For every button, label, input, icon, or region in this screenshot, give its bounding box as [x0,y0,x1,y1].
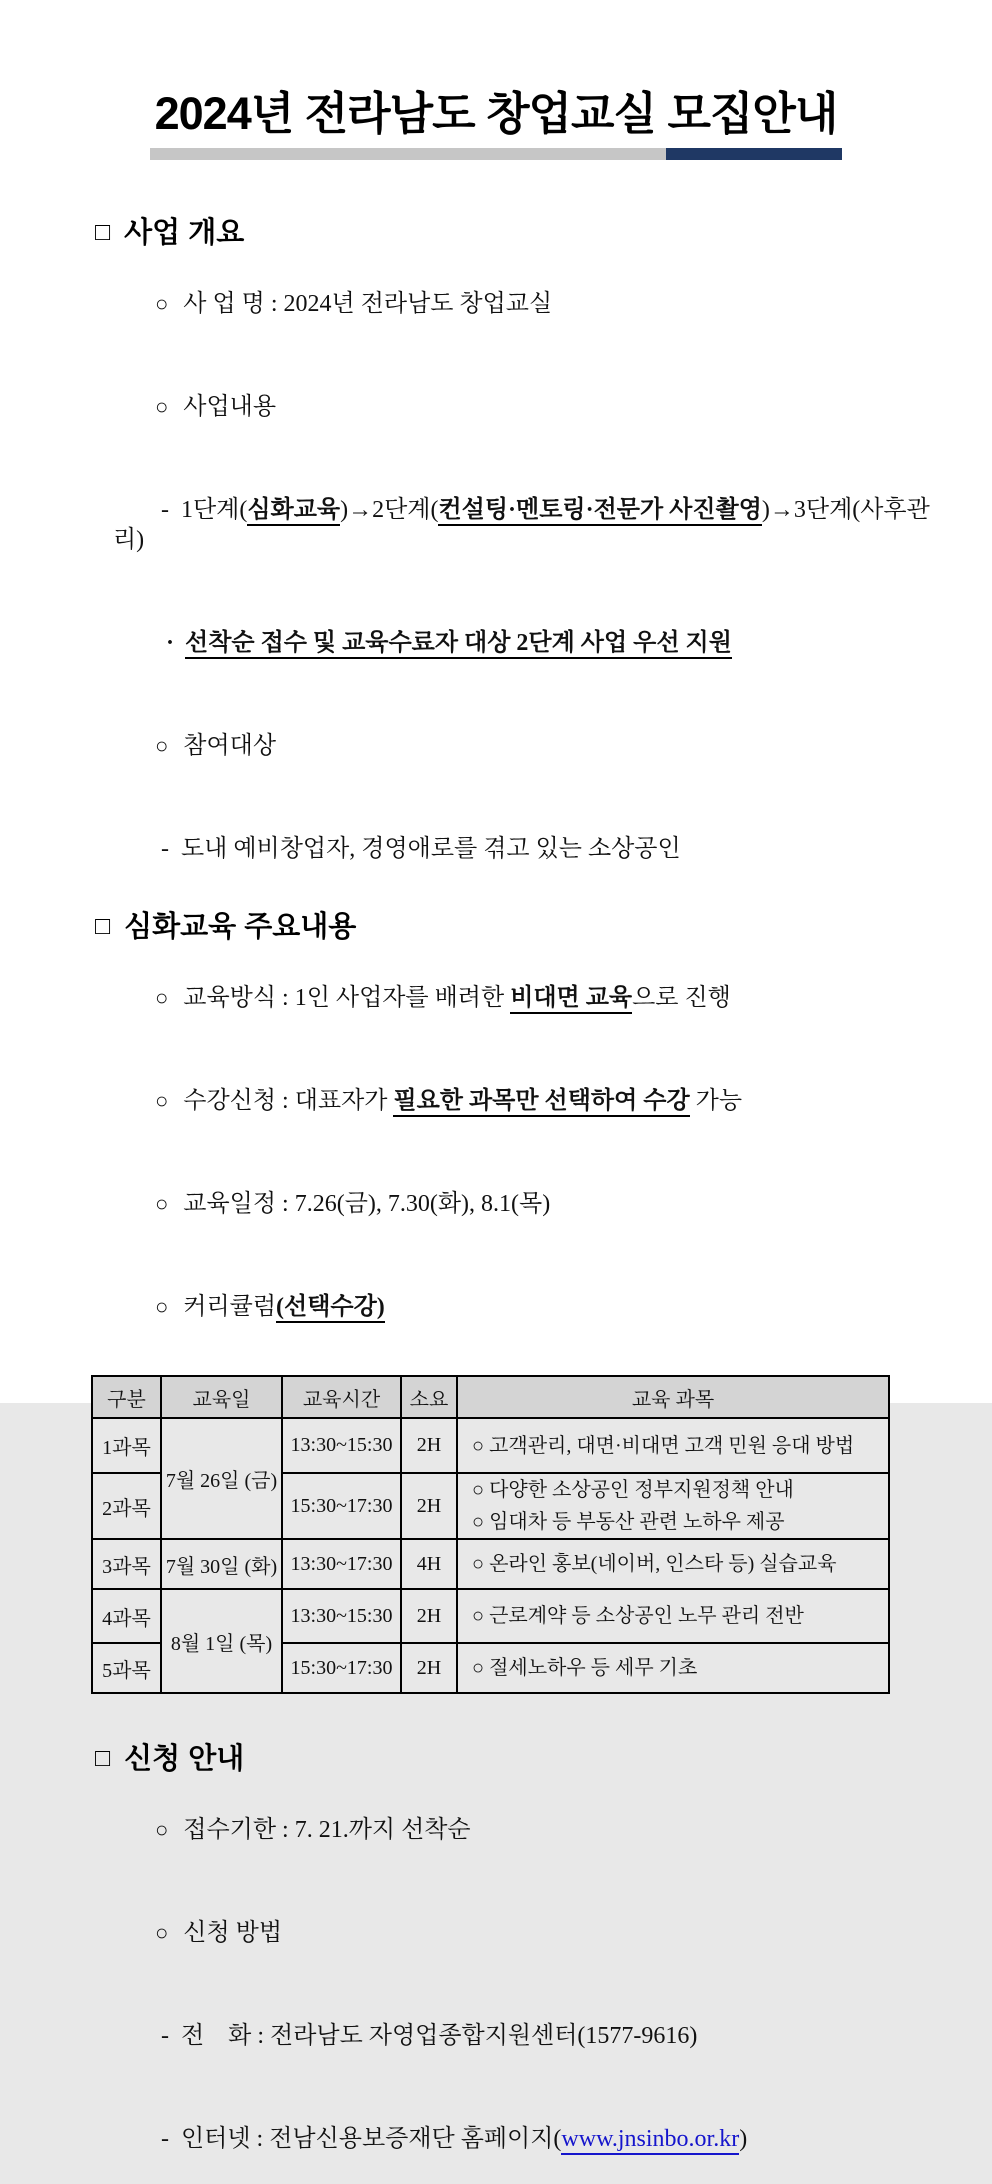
business-content-label-text: 사업내용 [183,394,277,420]
section-apply [95,1742,932,2184]
line-internet [95,2094,932,2184]
dash-bullet-icon: - [161,2023,169,2049]
line-priority-support [95,598,932,688]
website-link[interactable]: www.jnsinbo.or.kr [561,2126,739,2155]
cell-subject: ○ 고객관리, 대면·비대면 고객 민원 응대 방법 [457,1418,889,1473]
circle-bullet-icon: ○ [155,733,169,758]
stage-2-highlight: 컨설팅·멘토링·전문가 사진촬영 [438,497,761,526]
section-heading-text: 사업 개요 [124,217,245,249]
section-education [95,910,932,1694]
enroll-post-text: 가능 [689,1088,743,1114]
curriculum-highlight: (선택수강) [276,1294,385,1323]
target-label-text: 참여대상 [183,733,277,759]
method-pre-text: 교육방식 : 1인 사업자를 배려한 [183,985,511,1011]
circle-bullet-icon: ○ [155,1817,169,1842]
cell-time: 15:30~17:30 [282,1643,401,1693]
subject-line: ○ 다양한 소상공인 정부지원정책 안내 [472,1479,794,1501]
apply-method-label-text: 신청 방법 [183,1920,283,1946]
curriculum-table [91,1375,890,1694]
dash-bullet-icon: - [161,2126,169,2152]
col-header-duration: 소요 [401,1376,457,1418]
cell-hours: 2H [401,1589,457,1643]
internet-pre-text: 인터넷 : 전남신용보증재단 홈페이지( [181,2126,562,2152]
deadline-text: 접수기한 : 7. 21.까지 선착순 [183,1817,471,1843]
section-heading-apply [95,1742,932,1776]
line-education-method [95,953,932,1043]
stage-post-text: )→3단계(사후관리) [113,497,930,553]
enroll-pre-text: 수강신청 : 대표자가 [183,1088,394,1114]
line-phone [95,1991,932,2081]
line-target-label [95,701,932,791]
cell-hours: 4H [401,1539,457,1589]
line-enrollment [95,1056,932,1146]
line-business-content-label [95,362,932,452]
page-title: 2024년 전라남도 창업교실 모집안내 [154,88,838,139]
table-row [92,1418,889,1473]
stage-1-highlight: 심화교육 [247,497,340,526]
business-name-text: 사 업 명 : 2024년 전라남도 창업교실 [183,291,553,317]
cell-subject: ○ 온라인 홍보(네이버, 인스타 등) 실습교육 [457,1539,889,1589]
circle-bullet-icon: ○ [155,1191,169,1216]
circle-bullet-icon: ○ [155,291,169,316]
cell-time: 13:30~15:30 [282,1418,401,1473]
table-row [92,1589,889,1643]
col-header-time: 교육시간 [282,1376,401,1418]
col-header-date: 교육일 [161,1376,282,1418]
line-target-desc [95,804,932,894]
method-highlight: 비대면 교육 [510,985,632,1014]
stage-mid-text: )→2단계( [340,497,439,523]
title-bar-navy-segment [666,148,842,160]
priority-support-text: 선착순 접수 및 교육수료자 대상 2단계 사업 우선 지원 [185,630,732,659]
square-bullet-icon: □ [95,1744,111,1772]
title-bar-gray-segment [150,148,666,160]
document-content [0,216,992,2184]
curriculum-label-text: 커리큘럼 [183,1294,277,1320]
circle-bullet-icon: ○ [155,1088,169,1113]
title-block [0,0,992,160]
enroll-highlight: 필요한 과목만 선택하여 수강 [393,1088,689,1117]
subject-line: ○ 임대차 등 부동산 관련 노하우 제공 [472,1511,785,1533]
line-schedule [95,1159,932,1249]
table-header-row [92,1376,889,1418]
cell-subject: ○ 절세노하우 등 세무 기초 [457,1643,889,1693]
section-heading-education [95,910,932,944]
title-underline-bar [150,148,842,160]
cell-time: 13:30~15:30 [282,1589,401,1643]
cell-subject [457,1473,889,1539]
section-heading-text: 심화교육 주요내용 [124,911,357,943]
square-bullet-icon: □ [95,218,111,246]
middot-bullet-icon: · [166,630,175,656]
col-header-subject: 교육 과목 [457,1376,889,1418]
dash-bullet-icon: - [161,836,169,862]
method-post-text: 으로 진행 [632,985,731,1011]
cell-course-no: 5과목 [92,1643,161,1693]
section-heading-overview [95,216,932,250]
cell-time: 13:30~17:30 [282,1539,401,1589]
stage-pre-text: 1단계( [181,497,248,523]
cell-course-no: 3과목 [92,1539,161,1589]
cell-date: 7월 30일 (화) [161,1539,282,1589]
section-heading-text: 신청 안내 [124,1743,245,1775]
dash-bullet-icon: - [161,497,169,523]
line-stages [95,465,932,585]
cell-hours: 2H [401,1473,457,1539]
col-header-category: 구분 [92,1376,161,1418]
circle-bullet-icon: ○ [155,394,169,419]
square-bullet-icon: □ [95,912,111,940]
phone-text: 전 화 : 전라남도 자영업종합지원센터(1577-9616) [181,2023,698,2049]
table-row [92,1539,889,1589]
cell-date: 8월 1일 (목) [161,1589,282,1693]
cell-course-no: 4과목 [92,1589,161,1643]
line-apply-method-label [95,1888,932,1978]
cell-hours: 2H [401,1643,457,1693]
line-deadline [95,1785,932,1875]
cell-hours: 2H [401,1418,457,1473]
circle-bullet-icon: ○ [155,985,169,1010]
cell-subject: ○ 근로계약 등 소상공인 노무 관리 전반 [457,1589,889,1643]
circle-bullet-icon: ○ [155,1920,169,1945]
line-curriculum-label [95,1262,932,1352]
target-desc-text: 도내 예비창업자, 경영애로를 겪고 있는 소상공인 [181,836,681,862]
section-overview [95,216,932,894]
circle-bullet-icon: ○ [155,1294,169,1319]
cell-course-no: 1과목 [92,1418,161,1473]
internet-post-text: ) [739,2126,748,2152]
cell-date: 7월 26일 (금) [161,1418,282,1539]
cell-course-no: 2과목 [92,1473,161,1539]
line-business-name [95,259,932,349]
cell-time: 15:30~17:30 [282,1473,401,1539]
schedule-text: 교육일정 : 7.26(금), 7.30(화), 8.1(목) [183,1191,551,1217]
